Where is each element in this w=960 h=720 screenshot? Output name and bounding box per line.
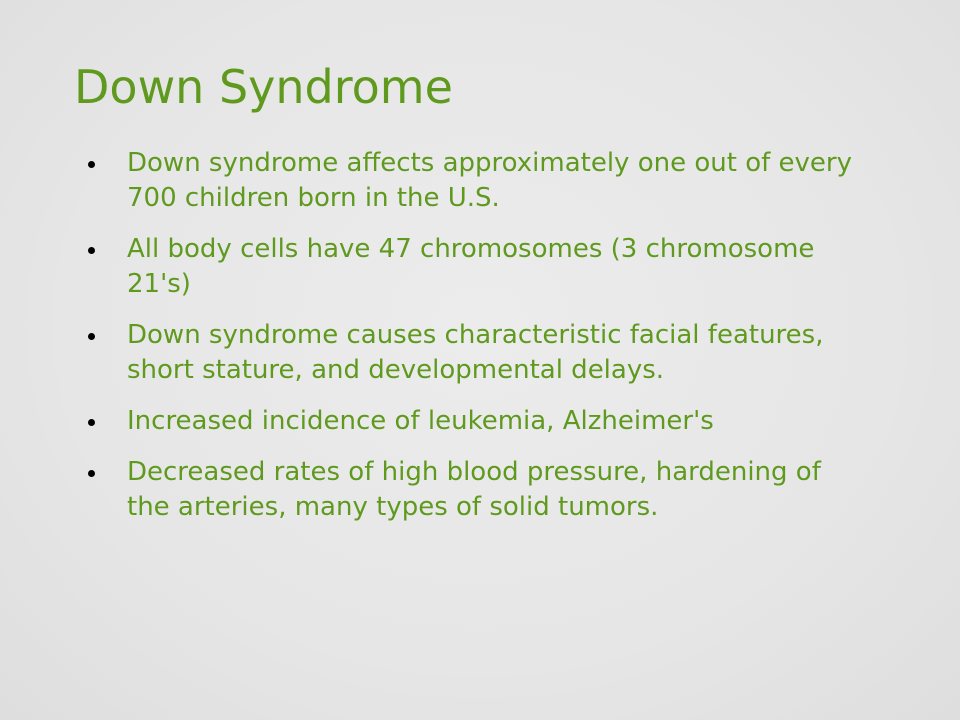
bullet-text: Down syndrome affects approximately one out of every 700 children born in the U.S.: [127, 148, 852, 213]
bullet-text: Down syndrome causes characteristic facial features, short stature, and developmental delays.: [127, 320, 824, 385]
bullet-text: All body cells have 47 chromosomes (3 chromosome 21's): [127, 234, 815, 299]
bullet-list: [88, 146, 858, 541]
bullet-text: Increased incidence of leukemia, Alzheimer's: [127, 406, 714, 436]
bullet-text: Decreased rates of high blood pressure, hardening of the arteries, many types of solid tumors.: [127, 457, 821, 522]
bullet-dot-icon: [88, 419, 95, 426]
bullet-dot-icon: [88, 161, 95, 168]
bullet-dot-icon: [88, 470, 95, 477]
bullet-item: [88, 146, 858, 216]
bullet-item: [88, 404, 858, 439]
bullet-dot-icon: [88, 333, 95, 340]
bullet-item: [88, 455, 858, 525]
bullet-dot-icon: [88, 247, 95, 254]
bullet-item: [88, 318, 858, 388]
slide-title: Down Syndrome: [74, 60, 453, 114]
bullet-item: [88, 232, 858, 302]
